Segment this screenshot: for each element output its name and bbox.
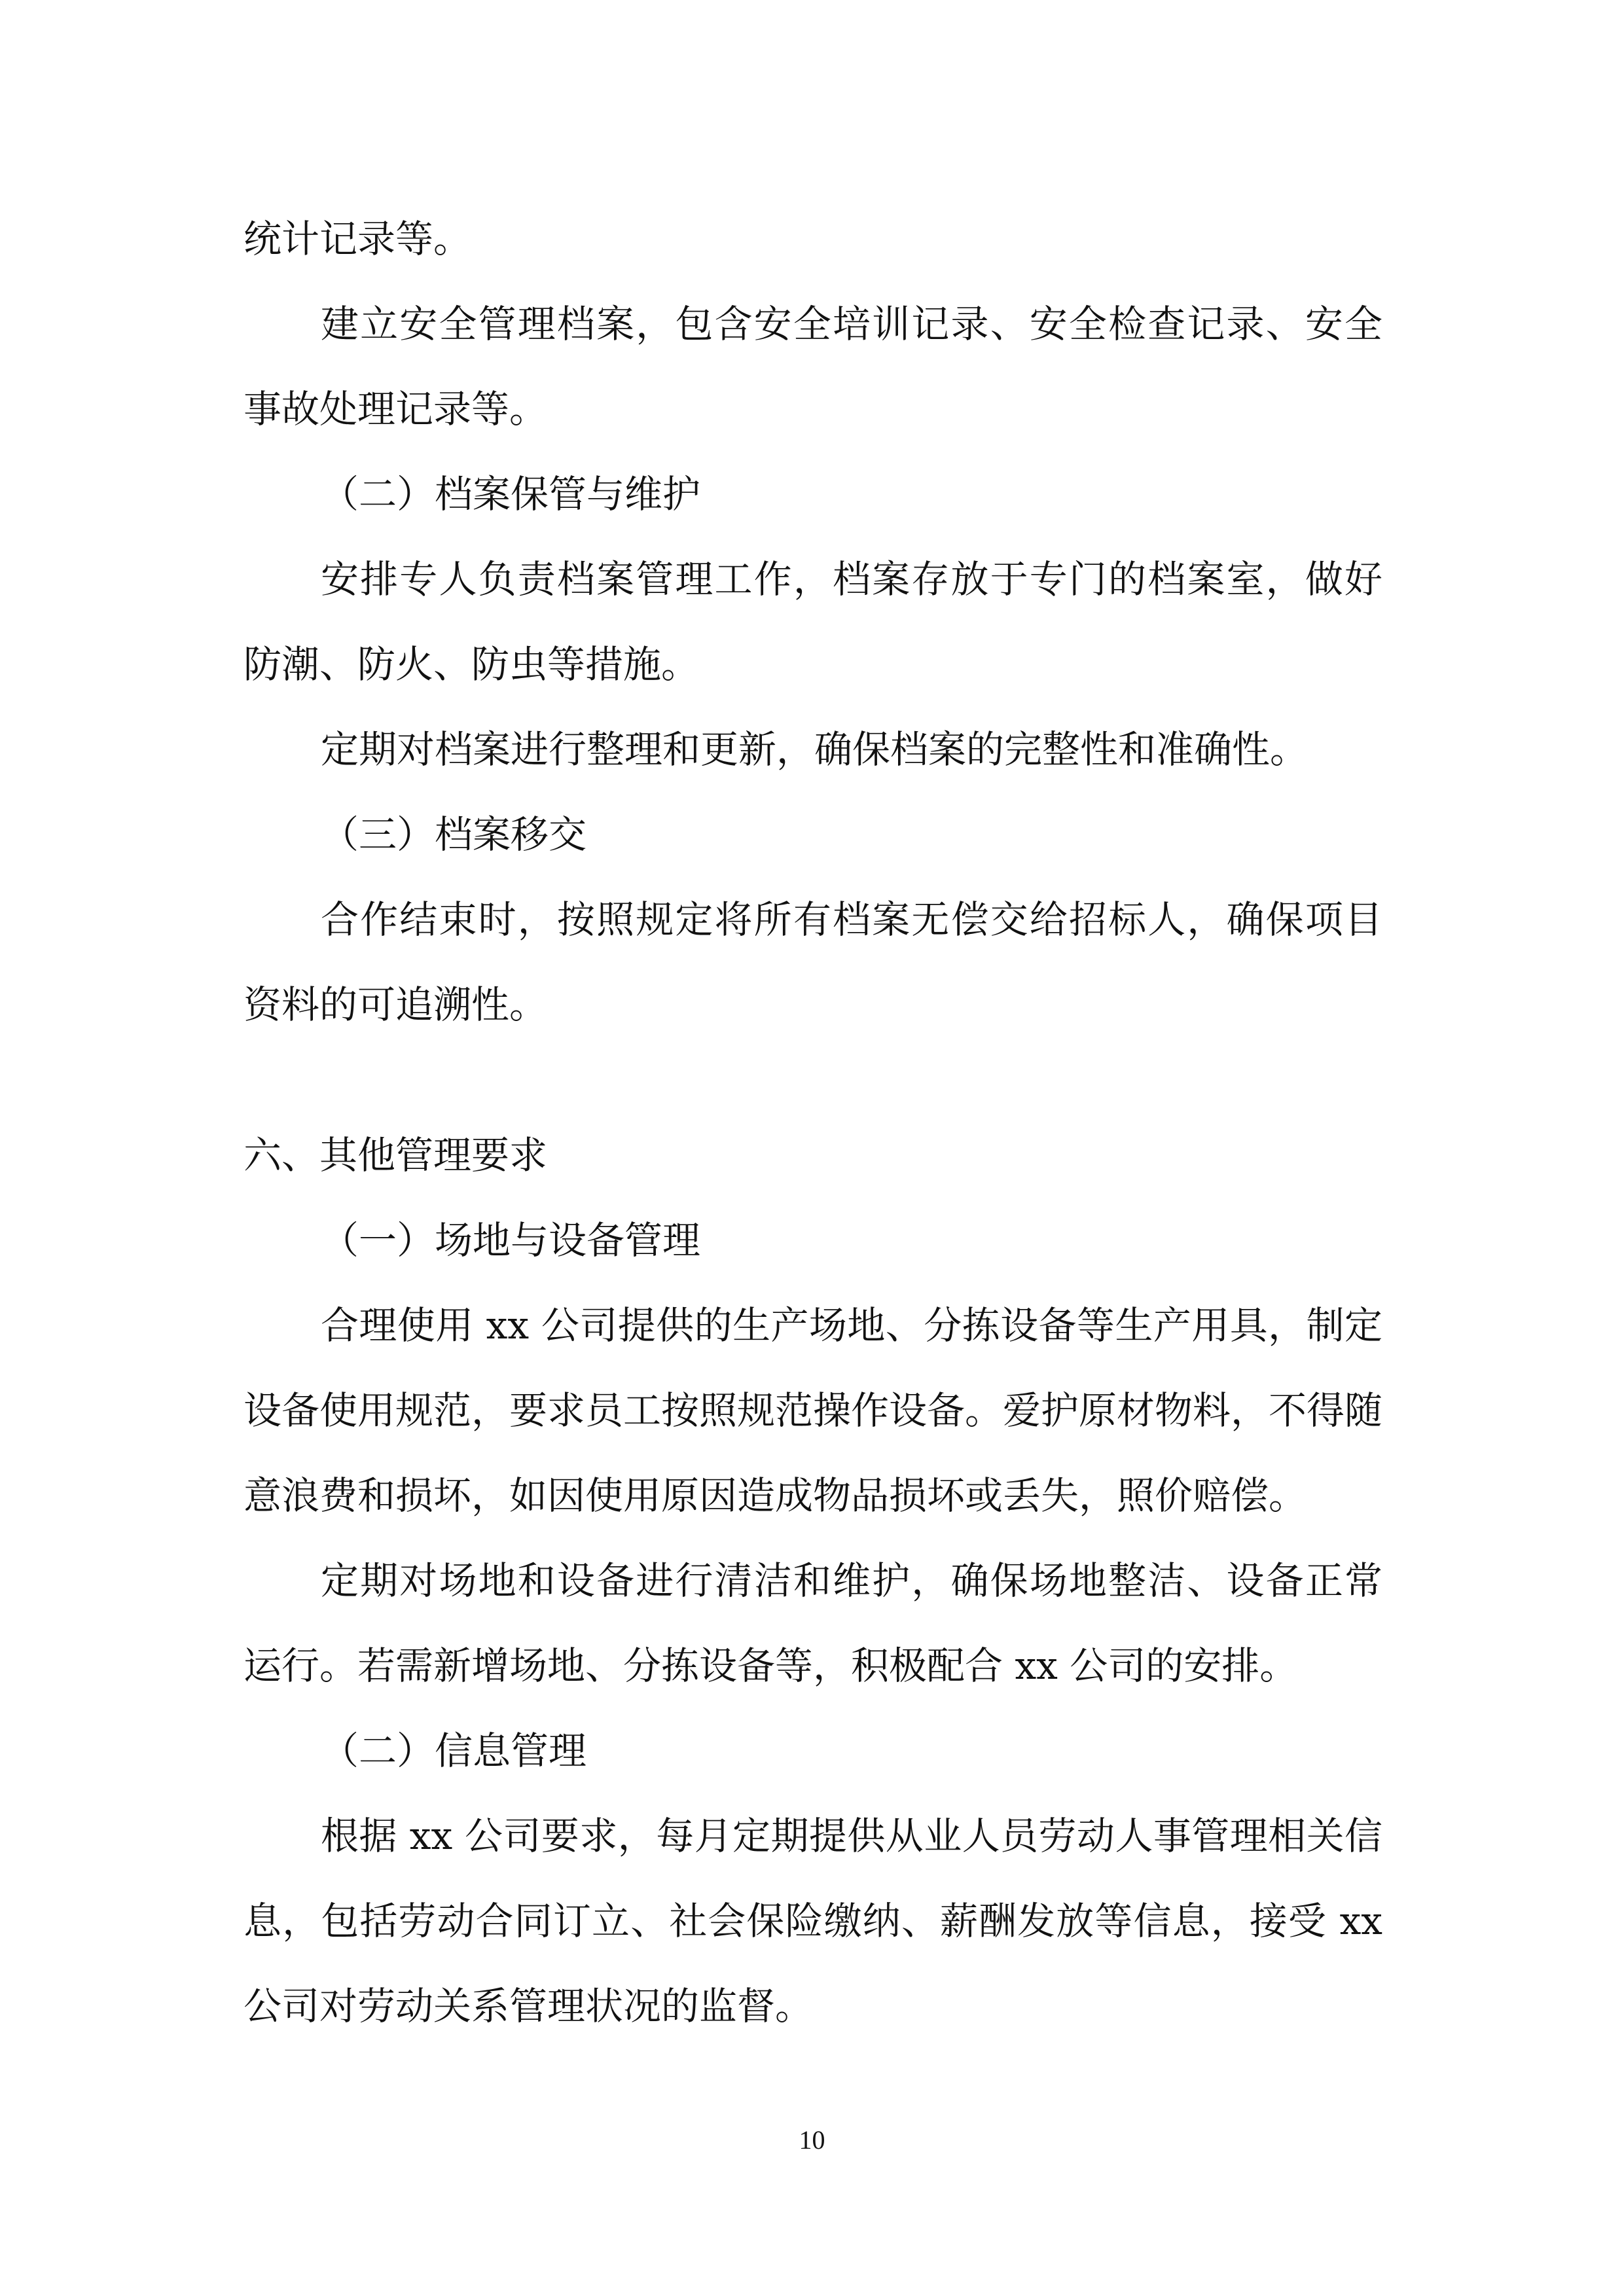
paragraph-archive-establish: 建立安全管理档案，包含安全培训记录、安全检查记录、安全事故处理记录等。 [244, 302, 1382, 431]
page-number: 10 [799, 2125, 825, 2155]
section-heading-other-requirements: 六、其他管理要求 [244, 1133, 548, 1177]
paragraph-archive-staff: 安排专人负责档案管理工作，档案存放于专门的档案室，做好防潮、防火、防虫等措施。 [244, 557, 1382, 687]
page-content [244, 196, 1382, 2049]
paragraph-archive-update: 定期对档案进行整理和更新，确保档案的完整性和准确性。 [321, 727, 1308, 772]
subheading-site-equipment: （一）场地与设备管理 [321, 1218, 701, 1263]
subheading-information-management: （二）信息管理 [321, 1729, 587, 1773]
paragraph-site-maintenance: 定期对场地和设备进行清洁和维护，确保场地整洁、设备正常运行。若需新增场地、分拣设备等，积极配合 xx 公司的安排。 [244, 1558, 1382, 1688]
subheading-archive-transfer: （三）档案移交 [321, 812, 587, 857]
paragraph-site-usage: 合理使用 xx 公司提供的生产场地、分拣设备等生产用具，制定设备使用规范，要求员工按照规范操作设备。爱护原材物料，不得随意浪费和损坏，如因使用原因造成物品损坏或丢失，照价赔偿。 [244, 1303, 1383, 1518]
subheading-archive-storage: （二）档案保管与维护 [321, 472, 701, 516]
paragraph-archive-transfer: 合作结束时，按照规定将所有档案无偿交给招标人，确保项目资料的可追溯性。 [244, 897, 1382, 1027]
paragraph-continuation: 统计记录等。 [244, 217, 472, 261]
paragraph-information-management: 根据 xx 公司要求，每月定期提供从业人员劳动人事管理相关信息，包括劳动合同订立、社会保险缴纳、薪酬发放等信息，接受 xx 公司对劳动关系管理状况的监督。 [244, 1814, 1382, 2028]
